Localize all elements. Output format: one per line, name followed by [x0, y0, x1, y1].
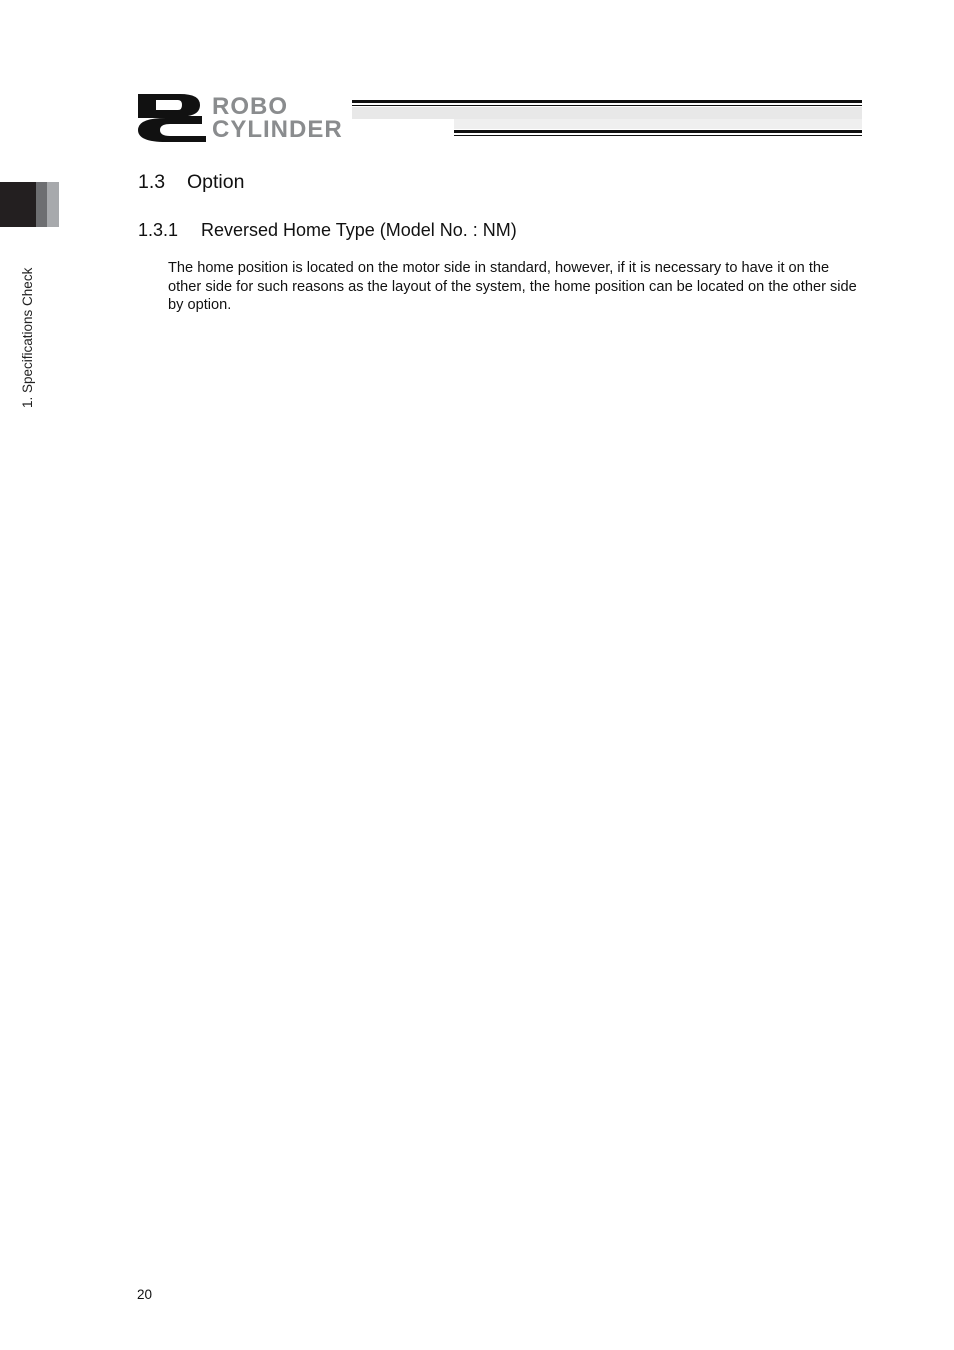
- chapter-side-label: 1. Specifications Check: [20, 267, 35, 408]
- robo-cylinder-header: [136, 92, 864, 142]
- subsection-number: 1.3.1: [138, 220, 179, 240]
- chapter-tab-mid-block: [36, 182, 47, 227]
- subsection-heading: [138, 220, 517, 241]
- logo-word-cylinder: CYLINDER: [212, 116, 343, 142]
- logo-word-robo: ROBO: [212, 93, 288, 120]
- chapter-tab-dark-block: [0, 182, 36, 227]
- rc-logo-mark: [138, 94, 206, 142]
- chapter-tab-light-block: [47, 182, 59, 227]
- section-title: Option: [187, 171, 245, 193]
- body-paragraph: The home position is located on the motor side in standard, however, if it is necessary to have it on the other side for such reasons as the layout of the system, the home position can be located on the other side by option.: [168, 260, 857, 314]
- section-heading: [138, 171, 244, 194]
- section-number: 1.3: [138, 171, 166, 193]
- subsection-title: Reversed Home Type (Model No. : NM): [201, 220, 517, 240]
- page-number: 20: [137, 1287, 153, 1302]
- header-rules: [352, 100, 862, 136]
- robo-cylinder-logo: [136, 92, 864, 142]
- chapter-tab: [0, 182, 60, 227]
